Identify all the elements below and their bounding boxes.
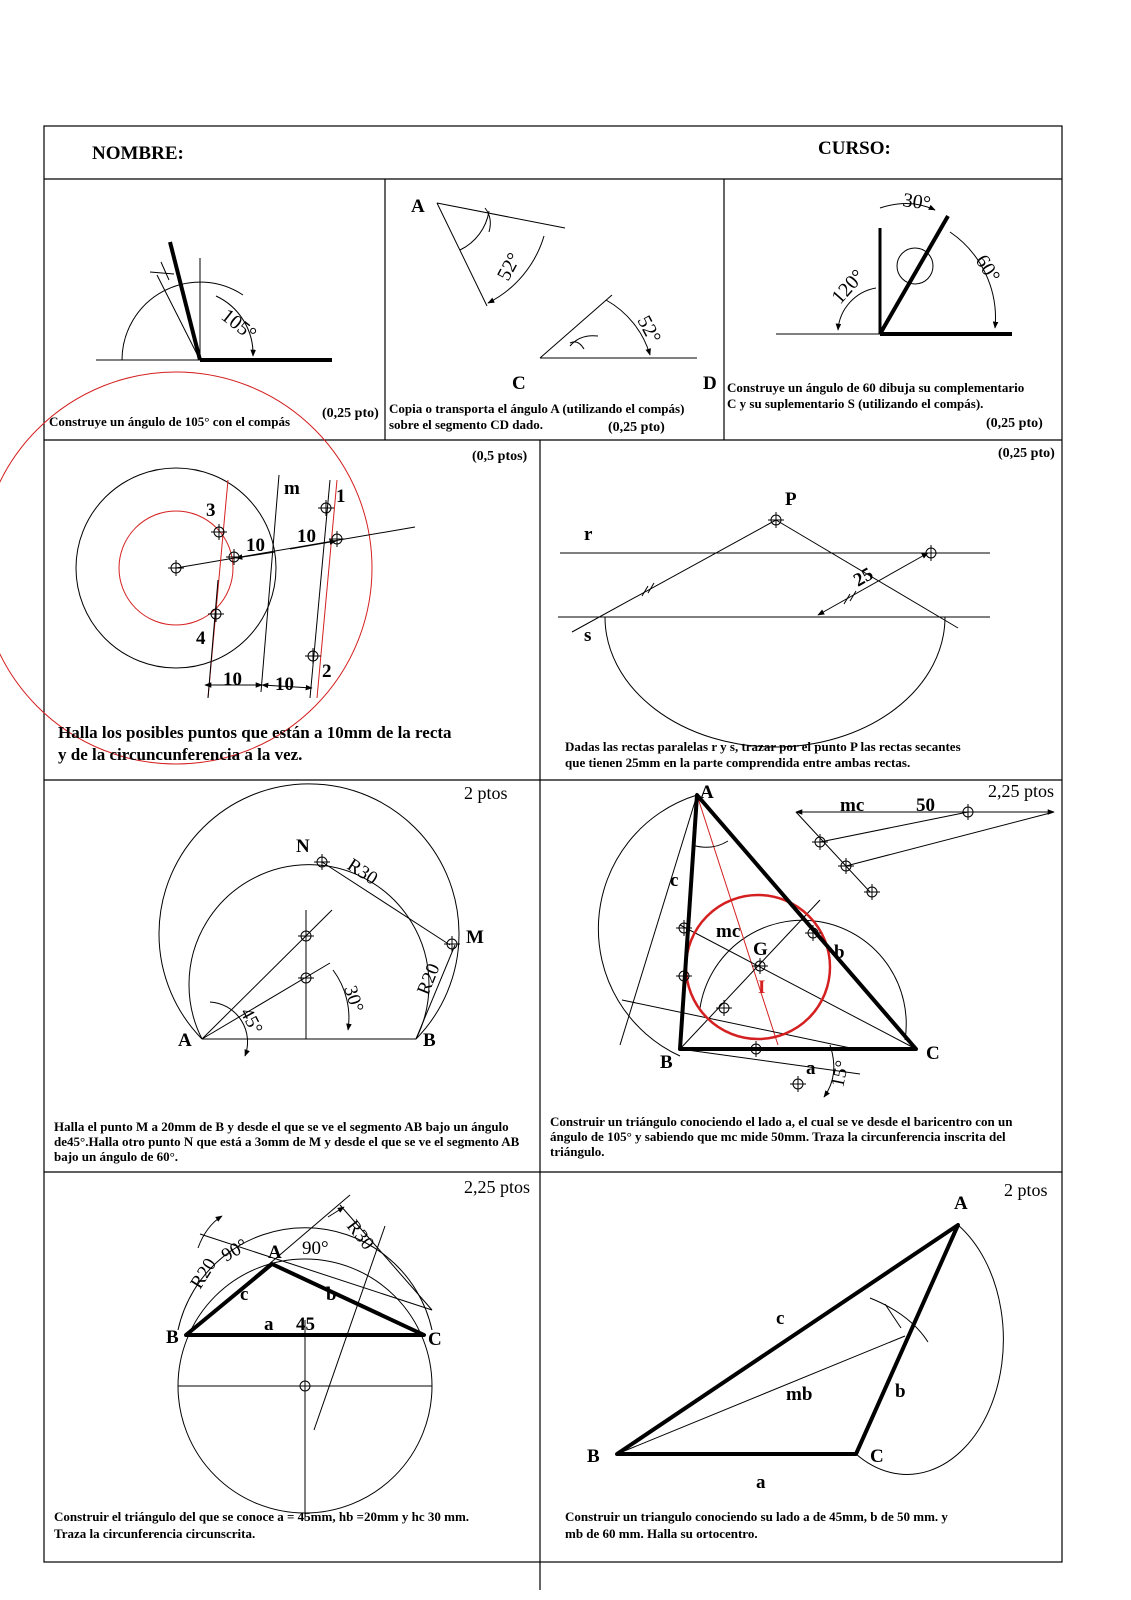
ex2-points: (0,25 pto)	[608, 420, 665, 435]
ex8-90a: 90°	[218, 1234, 252, 1267]
ex8-R20: R20	[186, 1254, 222, 1293]
ex4-label-m: m	[284, 478, 300, 499]
ex9-label-C: C	[870, 1446, 884, 1467]
ex7-points: 2,25 ptos	[988, 781, 1055, 801]
ex4-dim-4: 10	[275, 674, 294, 695]
ex7-dim-50: 50	[916, 795, 935, 816]
ex7-label-G: G	[753, 939, 768, 960]
ex6-instruction-line1: Halla el punto M a 20mm de B y desde el que se ve el segmento AB bajo un ángulo	[54, 1119, 509, 1134]
ex6-label-N: N	[296, 836, 310, 857]
ex8-R30: R30	[342, 1216, 379, 1255]
ex4-instruction-line2: y de la circuncunferencia a la vez.	[58, 745, 303, 764]
ex9-instruction-line1: Construir un triangulo conociendo su lado a de 45mm, b de 50 mm. y	[565, 1509, 948, 1524]
ex8-points: 2,25 ptos	[464, 1177, 531, 1197]
ex7-a15: 15°	[827, 1058, 854, 1090]
ex3-instruction-line1: Construye un ángulo de 60 dibuja su complementario	[727, 380, 1025, 395]
ex9-label-b: b	[895, 1381, 906, 1402]
ex2-label-A: A	[411, 196, 425, 217]
ex4-label-2: 2	[322, 661, 332, 682]
ex2-drawing	[411, 196, 717, 394]
ex4-dim-1: 10	[246, 535, 265, 556]
ex5-instruction-line2: que tienen 25mm en la parte comprendida entre ambas rectas.	[565, 755, 911, 770]
ex3-a60: 60°	[970, 250, 1005, 287]
ex4-instruction-line1: Halla los posibles puntos que están a 10mm de la recta	[58, 723, 452, 742]
ex8-label-C: C	[428, 1329, 442, 1350]
ex3-a30: 30°	[901, 189, 933, 215]
ex9-points: 2 ptos	[1004, 1180, 1048, 1200]
ex1-drawing	[96, 242, 332, 360]
ex8-label-B: B	[166, 1327, 179, 1348]
ex7-drawing	[598, 782, 1054, 1097]
ex7-label-I: I	[758, 977, 766, 998]
ex9-label-A: A	[954, 1193, 968, 1214]
ex6-a45: 45°	[235, 1004, 267, 1038]
ex7-instruction-line2: ángulo de 105° y sabiendo que mc mide 50mm. Traza la circunferencia inscrita del	[550, 1129, 1006, 1144]
ex7-label-a: a	[806, 1058, 816, 1079]
ex5-instruction-line1: Dadas las rectas paralelas r y s, trazar por el punto P las rectas secantes	[565, 739, 961, 754]
ex4-label-4: 4	[196, 628, 206, 649]
ex7-label-mc2: mc	[840, 795, 865, 816]
ex8-instruction-line2: Traza la circunferencia circunscrita.	[54, 1526, 256, 1541]
ex9-label-a: a	[756, 1472, 766, 1493]
ex5-points: (0,25 pto)	[998, 446, 1055, 461]
ex7-label-c: c	[670, 870, 679, 891]
ex3-instruction-line2: C y su suplementario S (utilizando el compás).	[727, 396, 984, 411]
ex6-label-M: M	[466, 927, 484, 948]
ex9-label-B: B	[587, 1446, 600, 1467]
ex2-angle2: 52°	[632, 312, 666, 348]
curso-label: CURSO:	[818, 138, 891, 159]
ex6-instruction-line3: bajo un ángulo de 60°.	[54, 1149, 179, 1164]
ex6-points: 2 ptos	[464, 783, 508, 803]
ex8-90b: 90°	[302, 1238, 329, 1259]
ex2-angle1: 52°	[492, 249, 526, 285]
ex4-points: (0,5 ptos)	[472, 449, 528, 464]
ex9-drawing	[587, 1193, 1003, 1493]
ex3-points: (0,25 pto)	[986, 416, 1043, 431]
ex7-label-A: A	[700, 782, 714, 803]
ex7-instruction-line1: Construir un triángulo conociendo el lado a, el cual se ve desde el baricentro con un	[550, 1114, 1013, 1129]
ex6-label-B: B	[423, 1030, 436, 1051]
ex6-a30: 30°	[339, 983, 368, 1015]
ex5-drawing	[558, 489, 990, 747]
ex1-instruction: Construye un ángulo de 105° con el compás	[49, 414, 291, 429]
ex6-instruction-line2: de45°.Halla otro punto N que está a 3omm de M y desde el que se ve el segmento AB	[54, 1134, 520, 1149]
ex8-label-b: b	[326, 1284, 337, 1305]
ex8-label-a: a	[264, 1314, 274, 1335]
ex4-label-3: 3	[206, 500, 216, 521]
ex8-drawing	[166, 1195, 442, 1520]
ex6-R20: R20	[413, 960, 445, 998]
ex2-instruction-line1: Copia o transporta el ángulo A (utilizando el compás)	[389, 401, 685, 416]
ex5-label-P: P	[785, 489, 797, 510]
ex5-label-r: r	[584, 524, 593, 545]
ex4-label-1: 1	[336, 486, 346, 507]
ex8-instruction-line1: Construir el triángulo del que se conoce a = 45mm, hb =20mm y hc 30 mm.	[54, 1509, 470, 1524]
ex8-label-c: c	[240, 1284, 249, 1305]
ex2-label-D: D	[703, 373, 717, 394]
nombre-label: NOMBRE:	[92, 143, 184, 164]
ex2-label-C: C	[512, 373, 526, 394]
ex4-dim-2: 10	[297, 526, 316, 547]
ex6-R30: R30	[343, 854, 382, 890]
ex5-dim-25: 25	[850, 563, 877, 592]
ex1-angle-label: 105°	[216, 304, 261, 346]
ex9-label-c: c	[776, 1308, 785, 1329]
ex3-a120: 120°	[827, 265, 870, 309]
ex2-instruction-line2: sobre el segmento CD dado.	[389, 417, 543, 432]
ex9-instruction-line2: mb de 60 mm. Halla su ortocentro.	[565, 1526, 758, 1541]
ex8-label-A: A	[268, 1242, 282, 1263]
ex7-instruction-line3: triángulo.	[550, 1144, 605, 1159]
ex1-points: (0,25 pto)	[322, 406, 379, 421]
ex7-label-b: b	[834, 942, 845, 963]
ex9-label-mb: mb	[786, 1384, 813, 1405]
ex5-label-s: s	[584, 625, 592, 646]
ex7-label-B: B	[660, 1052, 673, 1073]
ex6-label-A: A	[178, 1030, 192, 1051]
ex7-label-C: C	[926, 1043, 940, 1064]
ex6-drawing	[159, 784, 484, 1056]
ex4-drawing	[0, 372, 415, 764]
ex8-dim-45: 45	[296, 1314, 315, 1335]
ex7-label-mc: mc	[716, 921, 741, 942]
ex4-dim-3: 10	[223, 669, 242, 690]
ex3-drawing	[776, 189, 1012, 334]
